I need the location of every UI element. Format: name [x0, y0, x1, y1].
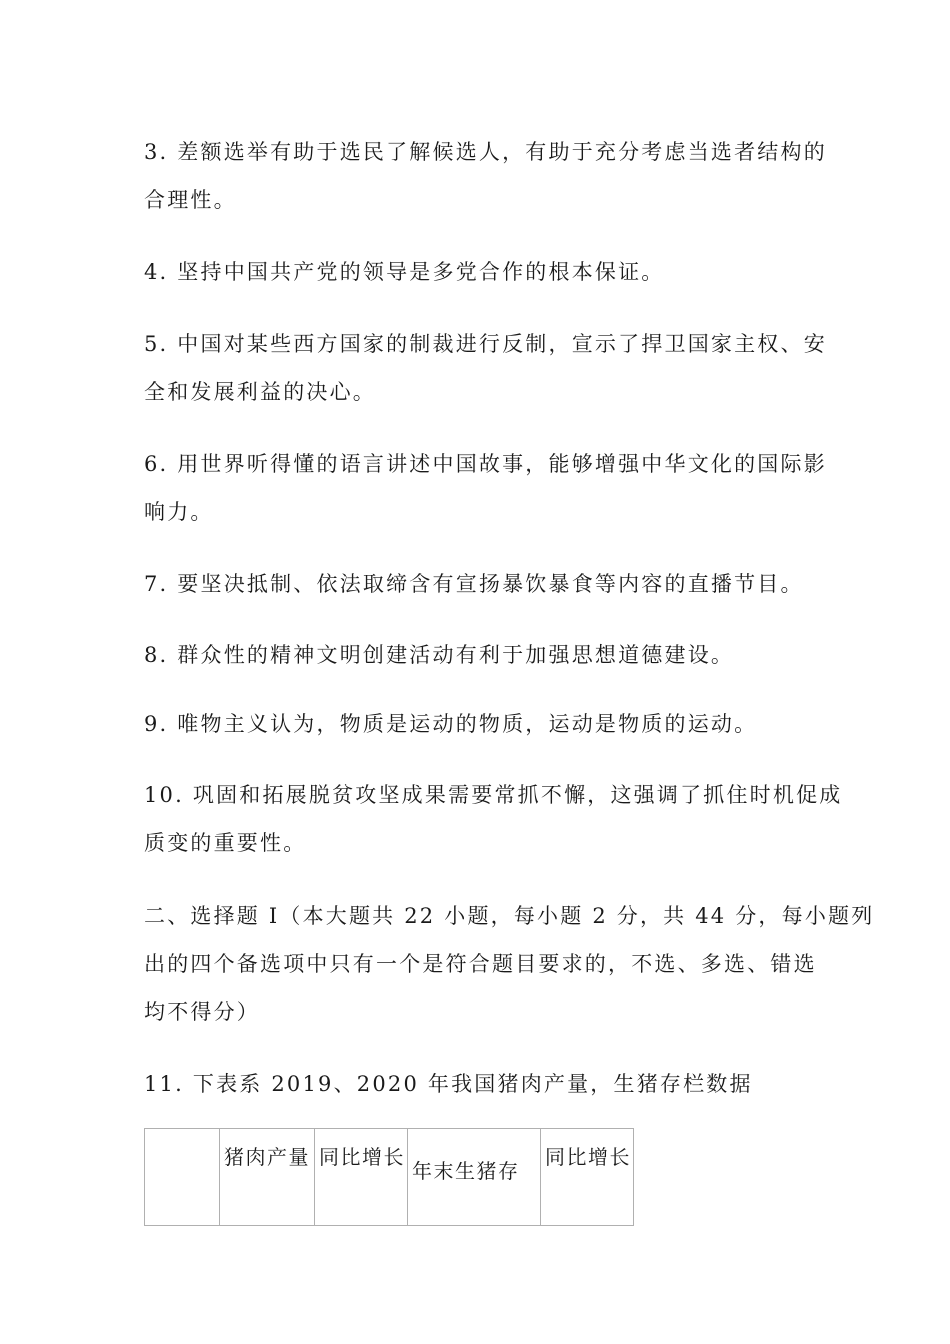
section-heading-line-3: 均不得分） [144, 1000, 260, 1024]
item-10-line-2: 质变的重要性。 [144, 831, 307, 855]
item-4: 4. 坚持中国共产党的领导是多党合作的根本保证。 [144, 260, 665, 284]
table-header-pork-output: 猪肉产量 [220, 1129, 315, 1226]
item-7: 7. 要坚决抵制、依法取缔含有宣扬暴饮暴食等内容的直播节目。 [144, 572, 804, 596]
item-8: 8. 群众性的精神文明创建活动有利于加强思想道德建设。 [144, 643, 735, 667]
question-11-stem: 11. 下表系 2019、2020 年我国猪肉产量，生猪存栏数据 [144, 1072, 753, 1096]
item-6-line-1: 6. 用世界听得懂的语言讲述中国故事，能够增强中华文化的国际影 [144, 452, 827, 476]
item-3-line-2: 合理性。 [144, 188, 237, 212]
item-5-line-2: 全和发展利益的决心。 [144, 380, 376, 404]
table-header-cell-empty [145, 1129, 220, 1226]
item-6-line-2: 响力。 [144, 500, 214, 524]
section-heading-line-1: 二、选择题 I（本大题共 22 小题，每小题 2 分，共 44 分，每小题列 [144, 904, 875, 928]
item-9: 9. 唯物主义认为，物质是运动的物质，运动是物质的运动。 [144, 712, 758, 736]
section-heading-line-2: 出的四个备选项中只有一个是符合题目要求的，不选、多选、错选 [144, 952, 817, 976]
table-header-yoy-growth-2: 同比增长 [541, 1129, 634, 1226]
item-5-line-1: 5. 中国对某些西方国家的制裁进行反制，宣示了捍卫国家主权、安 [144, 332, 827, 356]
item-10-line-1: 10. 巩固和拓展脱贫攻坚成果需要常抓不懈，这强调了抓住时机促成 [144, 783, 843, 807]
item-3-line-1: 3. 差额选举有助于选民了解候选人，有助于充分考虑当选者结构的 [144, 140, 827, 164]
table-header-yoy-growth: 同比增长 [315, 1129, 408, 1226]
table-header-row [145, 1129, 634, 1226]
table-header-year-end-pig-stock: 年末生猪存 [408, 1129, 541, 1226]
pork-data-table [144, 1128, 634, 1226]
